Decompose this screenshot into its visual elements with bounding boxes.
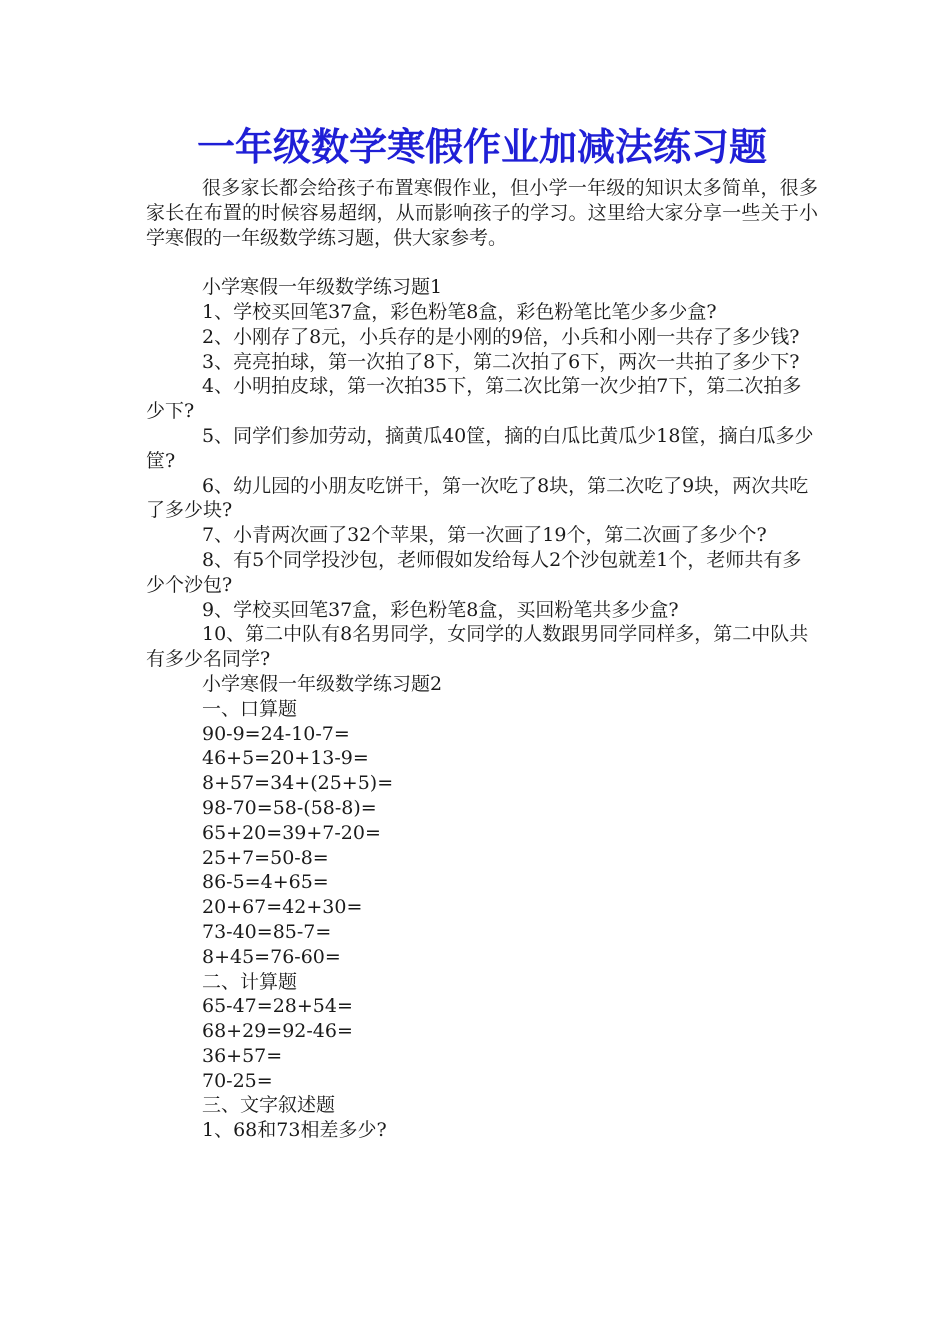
question-item: 2、小刚存了8元，小兵存的是小刚的9倍，小兵和小刚一共存了多少钱? [202,325,800,348]
equation-item: 65+20=39+7-20= [202,821,381,844]
question-item: 7、小青两次画了32个苹果，第一次画了19个，第二次画了多少个? [202,524,767,547]
equation-item: 8+45=76-60= [202,945,341,968]
equation-item: 25+7=50-8= [202,846,329,869]
question-item: 1、学校买回笔37盒，彩色粉笔8盒，彩色粉笔比笔少多少盒? [202,300,717,323]
question-item: 6、幼儿园的小朋友吃饼干，第一次吃了8块，第二次吃了9块，两次共吃了多少块? [146,474,809,522]
question-item: 10、第二中队有8名男同学，女同学的人数跟男同学同样多，第二中队共有多少名同学? [146,623,809,671]
equation-item: 70-25= [202,1069,273,1092]
equation-item: 8+57=34+(25+5)= [202,772,394,795]
part1-heading: 一、口算题 [202,697,298,720]
part3-heading: 三、文字叙述题 [202,1094,336,1117]
question-item: 4、小明拍皮球，第一次拍35下，第二次比第一次少拍7下，第二次拍多少下? [146,375,802,423]
document-page [146,118,818,1143]
question-item: 5、同学们参加劳动，摘黄瓜40筐，摘的白瓜比黄瓜少18筐，摘白瓜多少筐? [146,424,814,472]
word-problem-item: 1、68和73相差多少? [202,1119,387,1142]
equation-item: 98-70=58-(58-8)= [202,796,377,819]
part2-heading: 二、计算题 [202,970,298,993]
section2-heading: 小学寒假一年级数学练习题2 [202,672,443,695]
equation-item: 20+67=42+30= [202,896,363,919]
equation-item: 73-40=85-7= [202,920,332,943]
blank-line [146,250,818,275]
question-item: 9、学校买回笔37盒，彩色粉笔8盒，买回粉笔共多少盒? [202,598,679,621]
equation-item: 65-47=28+54= [202,995,353,1018]
question-item: 3、亮亮拍球，第一次拍了8下，第二次拍了6下，两次一共拍了多少下? [202,350,800,373]
intro-paragraph: 很多家长都会给孩子布置寒假作业，但小学一年级的知识太多简单，很多家长在布置的时候容易超纲，从而影响孩子的学习。这里给大家分享一些关于小学寒假的一年级数学练习题，供大家参考。 [146,177,818,249]
equation-item: 68+29=92-46= [202,1020,353,1043]
equation-item: 90-9=24-10-7= [202,722,350,745]
document-title: 一年级数学寒假作业加减法练习题 [196,124,767,169]
question-item: 8、有5个同学投沙包，老师假如发给每人2个沙包就差1个，老师共有多少个沙包? [146,548,802,596]
equation-item: 36+57= [202,1044,283,1067]
equation-item: 46+5=20+13-9= [202,747,369,770]
equation-item: 86-5=4+65= [202,871,329,894]
section1-heading: 小学寒假一年级数学练习题1 [202,276,443,299]
